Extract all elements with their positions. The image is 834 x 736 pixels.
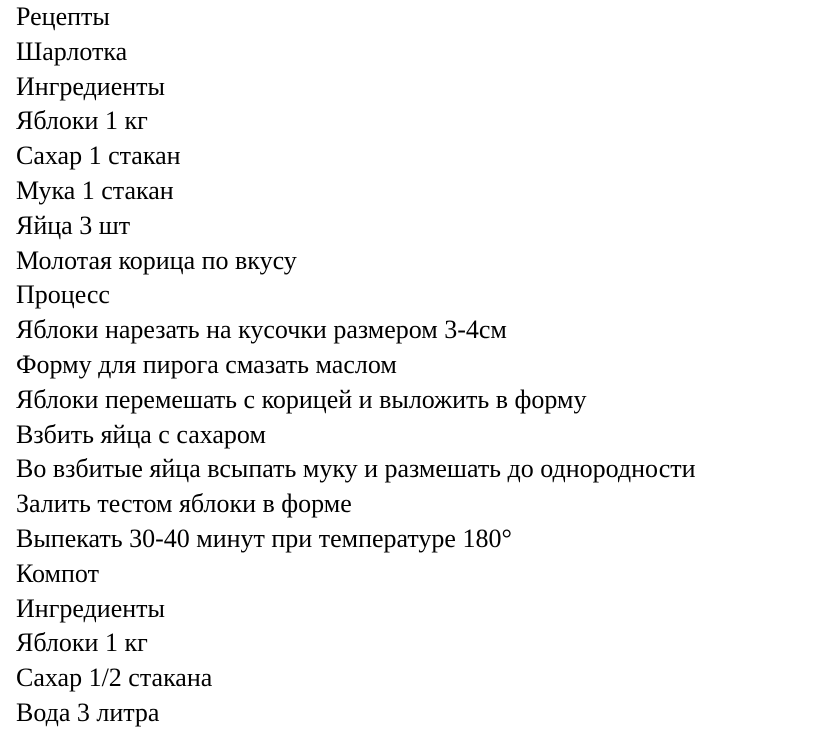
recipe-title: Шарлотка <box>16 36 128 66</box>
ingredients-heading: Ингредиенты <box>16 593 165 623</box>
ingredient-item: Яйца 3 шт <box>16 210 131 240</box>
steps-list <box>16 313 830 557</box>
recipe-sharlotka <box>16 35 830 557</box>
process-step: Яблоки перемешать с корицей и выложить в форму <box>16 384 587 414</box>
recipe-kompot <box>16 557 830 731</box>
ingredient-item: Сахар 1/2 стакана <box>16 663 213 693</box>
ingredients-list <box>16 104 830 278</box>
ingredient-item: Мука 1 стакан <box>16 175 174 205</box>
process-step: Взбить яйца с сахаром <box>16 419 266 449</box>
ingredients-list <box>16 626 830 730</box>
recipes-document <box>16 0 830 731</box>
ingredient-item: Яблоки 1 кг <box>16 628 148 658</box>
ingredient-item: Вода 3 литра <box>16 697 160 727</box>
process-step: Выпекать 30-40 минут при температуре 180° <box>16 523 512 553</box>
process-step: Форму для пирога смазать маслом <box>16 349 397 379</box>
recipe-title: Компот <box>16 558 99 588</box>
ingredients-heading: Ингредиенты <box>16 71 165 101</box>
process-step: Яблоки нарезать на кусочки размером 3-4см <box>16 315 507 345</box>
ingredient-item: Яблоки 1 кг <box>16 106 148 136</box>
process-step: Залить тестом яблоки в форме <box>16 489 352 519</box>
ingredient-item: Молотая корица по вкусу <box>16 245 297 275</box>
page-title: Рецепты <box>16 2 110 31</box>
ingredient-item: Сахар 1 стакан <box>16 141 181 171</box>
process-step: Во взбитые яйца всыпать муку и размешать до однородности <box>16 454 696 484</box>
process-heading: Процесс <box>16 280 110 310</box>
